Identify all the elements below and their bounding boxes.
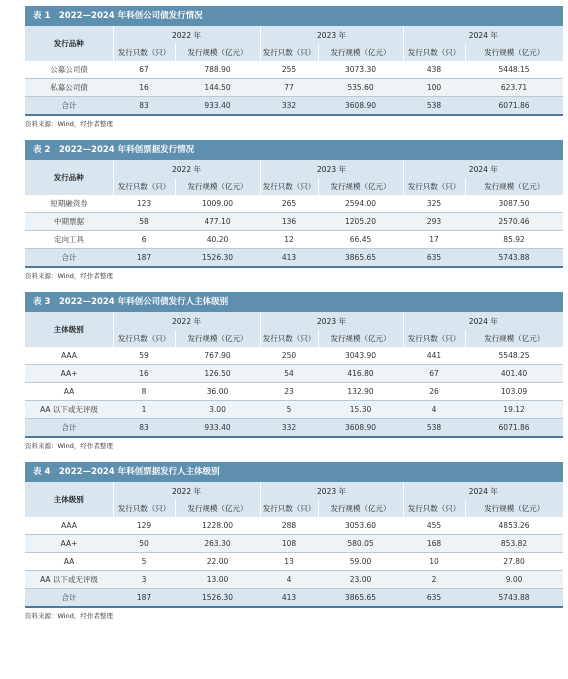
table-row (25, 553, 563, 571)
table-cell: 66.45 (318, 231, 403, 249)
table-cell: 853.82 (465, 535, 563, 553)
table-cell: 10 (403, 553, 465, 571)
table-row (25, 195, 563, 213)
table-title: 表 2 2022—2024 年科创票据发行情况 (25, 140, 563, 160)
data-table (25, 160, 563, 268)
table-row (25, 347, 563, 365)
category-header: 主体级别 (25, 482, 113, 517)
metric-header: 发行只数（只） (260, 178, 318, 195)
table-row (25, 401, 563, 419)
table-cell: 4 (403, 401, 465, 419)
total-cell: 538 (403, 97, 465, 116)
year-header: 2022 年 (113, 160, 260, 178)
table-cell: 129 (113, 517, 175, 535)
total-cell: 187 (113, 589, 175, 608)
header-row-years (25, 482, 563, 500)
table-cell: 12 (260, 231, 318, 249)
header-row-years (25, 312, 563, 330)
row-label: AA+ (25, 365, 113, 383)
table-cell: 1009.00 (175, 195, 260, 213)
total-cell: 413 (260, 249, 318, 268)
row-label: AA (25, 383, 113, 401)
table-cell: 263.30 (175, 535, 260, 553)
table-cell: 77 (260, 79, 318, 97)
table-cell: 255 (260, 61, 318, 79)
total-cell: 332 (260, 97, 318, 116)
total-cell: 3608.90 (318, 419, 403, 438)
source-note: 资料来源：Wind，经作者整理 (25, 612, 113, 620)
table-block (25, 292, 563, 462)
table-cell: 108 (260, 535, 318, 553)
total-label: 合计 (25, 589, 113, 608)
data-table (25, 26, 563, 116)
total-cell: 635 (403, 249, 465, 268)
table-cell: 477.10 (175, 213, 260, 231)
table-cell: 6 (113, 231, 175, 249)
table-cell: 40.20 (175, 231, 260, 249)
total-cell: 332 (260, 419, 318, 438)
metric-header: 发行只数（只） (260, 500, 318, 517)
table-cell: 67 (403, 365, 465, 383)
table-block (25, 140, 563, 292)
row-label: 公募公司债 (25, 61, 113, 79)
total-cell: 83 (113, 419, 175, 438)
table-title: 表 3 2022—2024 年科创公司债发行人主体级别 (25, 292, 563, 312)
row-label: 定向工具 (25, 231, 113, 249)
total-cell: 83 (113, 97, 175, 116)
total-cell: 6071.86 (465, 419, 563, 438)
table-cell: 19.12 (465, 401, 563, 419)
total-cell: 5743.88 (465, 249, 563, 268)
metric-header: 发行只数（只） (113, 44, 175, 61)
table-cell: 126.50 (175, 365, 260, 383)
year-header: 2024 年 (403, 482, 563, 500)
category-header: 发行品种 (25, 160, 113, 195)
table-cell: 5 (260, 401, 318, 419)
year-header: 2023 年 (260, 482, 403, 500)
year-header: 2024 年 (403, 26, 563, 44)
table-block (25, 462, 563, 632)
row-label: AA 以下或无评级 (25, 401, 113, 419)
table-cell: 2 (403, 571, 465, 589)
metric-header: 发行规模（亿元） (318, 500, 403, 517)
year-header: 2022 年 (113, 482, 260, 500)
source-note: 资料来源：Wind，经作者整理 (25, 120, 113, 128)
total-cell: 635 (403, 589, 465, 608)
metric-header: 发行规模（亿元） (175, 330, 260, 347)
table-row (25, 61, 563, 79)
table-cell: 13.00 (175, 571, 260, 589)
year-header: 2022 年 (113, 26, 260, 44)
metric-header: 发行规模（亿元） (318, 330, 403, 347)
metric-header: 发行规模（亿元） (318, 44, 403, 61)
table-cell: 59.00 (318, 553, 403, 571)
data-table (25, 312, 563, 438)
table-row (25, 231, 563, 249)
table-cell: 13 (260, 553, 318, 571)
table-cell: 5448.15 (465, 61, 563, 79)
table-cell: 3073.30 (318, 61, 403, 79)
metric-header: 发行只数（只） (113, 178, 175, 195)
row-label: 中期票据 (25, 213, 113, 231)
metric-header: 发行规模（亿元） (318, 178, 403, 195)
table-cell: 3087.50 (465, 195, 563, 213)
table-cell: 3 (113, 571, 175, 589)
table-cell: 3053.60 (318, 517, 403, 535)
table-cell: 17 (403, 231, 465, 249)
total-cell: 6071.86 (465, 97, 563, 116)
table-cell: 58 (113, 213, 175, 231)
metric-header: 发行只数（只） (260, 44, 318, 61)
document-page (25, 0, 563, 632)
row-label: 短期融资券 (25, 195, 113, 213)
total-row (25, 97, 563, 116)
data-table (25, 482, 563, 608)
total-label: 合计 (25, 419, 113, 438)
table-cell: 168 (403, 535, 465, 553)
source-note: 资料来源：Wind，经作者整理 (25, 442, 113, 450)
total-cell: 933.40 (175, 419, 260, 438)
total-cell: 3865.65 (318, 589, 403, 608)
total-label: 合计 (25, 249, 113, 268)
table-cell: 67 (113, 61, 175, 79)
table-cell: 3.00 (175, 401, 260, 419)
metric-header: 发行只数（只） (113, 330, 175, 347)
table-cell: 5548.25 (465, 347, 563, 365)
table-cell: 23 (260, 383, 318, 401)
row-label: 私募公司债 (25, 79, 113, 97)
table-cell: 1205.20 (318, 213, 403, 231)
category-header: 主体级别 (25, 312, 113, 347)
table-cell: 9.00 (465, 571, 563, 589)
table-cell: 100 (403, 79, 465, 97)
metric-header: 发行规模（亿元） (465, 44, 563, 61)
row-label: AA (25, 553, 113, 571)
table-row (25, 79, 563, 97)
table-cell: 15.30 (318, 401, 403, 419)
metric-header: 发行只数（只） (113, 500, 175, 517)
metric-header: 发行只数（只） (403, 178, 465, 195)
total-row (25, 419, 563, 438)
total-row (25, 249, 563, 268)
table-cell: 580.05 (318, 535, 403, 553)
table-cell: 441 (403, 347, 465, 365)
row-label: AAA (25, 517, 113, 535)
table-cell: 23.00 (318, 571, 403, 589)
table-cell: 2570.46 (465, 213, 563, 231)
table-row (25, 571, 563, 589)
metric-header: 发行规模（亿元） (465, 178, 563, 195)
source-note: 资料来源：Wind，经作者整理 (25, 272, 113, 280)
row-label: AA 以下或无评级 (25, 571, 113, 589)
table-cell: 136 (260, 213, 318, 231)
table-row (25, 365, 563, 383)
table-cell: 623.71 (465, 79, 563, 97)
header-row-years (25, 160, 563, 178)
total-label: 合计 (25, 97, 113, 116)
table-cell: 455 (403, 517, 465, 535)
year-header: 2023 年 (260, 160, 403, 178)
total-cell: 1526.30 (175, 589, 260, 608)
year-header: 2022 年 (113, 312, 260, 330)
total-cell: 933.40 (175, 97, 260, 116)
table-cell: 4 (260, 571, 318, 589)
table-cell: 123 (113, 195, 175, 213)
year-header: 2023 年 (260, 26, 403, 44)
header-row-years (25, 26, 563, 44)
table-cell: 36.00 (175, 383, 260, 401)
metric-header: 发行规模（亿元） (175, 178, 260, 195)
table-cell: 288 (260, 517, 318, 535)
metric-header: 发行规模（亿元） (175, 500, 260, 517)
table-cell: 3043.90 (318, 347, 403, 365)
table-cell: 59 (113, 347, 175, 365)
total-cell: 538 (403, 419, 465, 438)
table-cell: 4853.26 (465, 517, 563, 535)
table-cell: 16 (113, 365, 175, 383)
table-row (25, 535, 563, 553)
table-cell: 5 (113, 553, 175, 571)
table-cell: 767.90 (175, 347, 260, 365)
year-header: 2024 年 (403, 160, 563, 178)
table-cell: 438 (403, 61, 465, 79)
table-cell: 1228.00 (175, 517, 260, 535)
table-cell: 250 (260, 347, 318, 365)
table-cell: 27.80 (465, 553, 563, 571)
table-cell: 788.90 (175, 61, 260, 79)
total-cell: 3608.90 (318, 97, 403, 116)
row-label: AAA (25, 347, 113, 365)
table-cell: 8 (113, 383, 175, 401)
table-cell: 144.50 (175, 79, 260, 97)
table-cell: 22.00 (175, 553, 260, 571)
total-cell: 3865.65 (318, 249, 403, 268)
total-cell: 413 (260, 589, 318, 608)
table-cell: 416.80 (318, 365, 403, 383)
metric-header: 发行规模（亿元） (465, 330, 563, 347)
year-header: 2024 年 (403, 312, 563, 330)
metric-header: 发行只数（只） (403, 44, 465, 61)
table-cell: 26 (403, 383, 465, 401)
total-cell: 5743.88 (465, 589, 563, 608)
row-label: AA+ (25, 535, 113, 553)
table-title: 表 1 2022—2024 年科创公司债发行情况 (25, 6, 563, 26)
table-block (25, 6, 563, 140)
table-cell: 54 (260, 365, 318, 383)
year-header: 2023 年 (260, 312, 403, 330)
metric-header: 发行只数（只） (260, 330, 318, 347)
table-cell: 50 (113, 535, 175, 553)
category-header: 发行品种 (25, 26, 113, 61)
table-cell: 16 (113, 79, 175, 97)
table-cell: 2594.00 (318, 195, 403, 213)
total-cell: 1526.30 (175, 249, 260, 268)
table-row (25, 213, 563, 231)
table-cell: 85.92 (465, 231, 563, 249)
total-cell: 187 (113, 249, 175, 268)
table-cell: 103.09 (465, 383, 563, 401)
metric-header: 发行规模（亿元） (175, 44, 260, 61)
table-cell: 132.90 (318, 383, 403, 401)
table-cell: 293 (403, 213, 465, 231)
metric-header: 发行规模（亿元） (465, 500, 563, 517)
table-row (25, 517, 563, 535)
metric-header: 发行只数（只） (403, 330, 465, 347)
table-cell: 325 (403, 195, 465, 213)
table-title: 表 4 2022—2024 年科创票据发行人主体级别 (25, 462, 563, 482)
total-row (25, 589, 563, 608)
table-row (25, 383, 563, 401)
metric-header: 发行只数（只） (403, 500, 465, 517)
table-cell: 265 (260, 195, 318, 213)
table-cell: 1 (113, 401, 175, 419)
table-cell: 535.60 (318, 79, 403, 97)
table-cell: 401.40 (465, 365, 563, 383)
